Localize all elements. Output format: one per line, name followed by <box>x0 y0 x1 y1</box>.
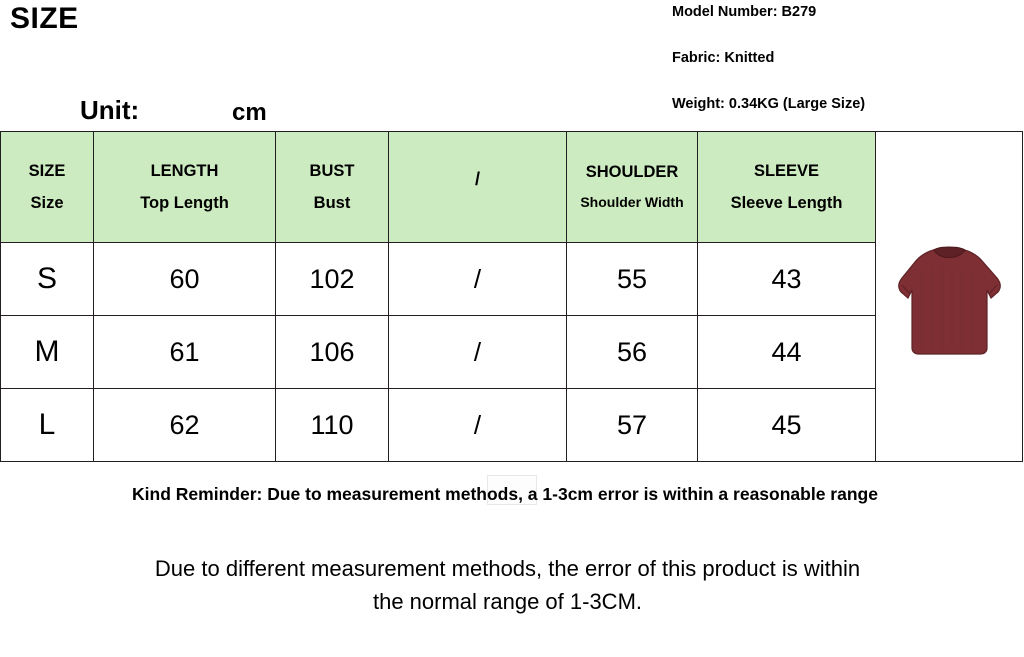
header-sub-bust: Bust <box>313 194 351 212</box>
unit-label: Unit: <box>80 95 140 125</box>
measurement-note-line-2: the normal range of 1-3CM. <box>372 589 643 614</box>
spec-model-number: Model Number: B279 <box>672 4 817 20</box>
header-sub-size: Size <box>30 194 64 212</box>
kind-reminder-text: Kind Reminder: Due to measurement methods, a 1-3cm error is within a reasonable range <box>132 484 878 504</box>
header-top-size: SIZE <box>28 161 66 180</box>
cell-size: M <box>1 316 94 389</box>
header-cell-slash <box>389 132 567 243</box>
cell-slash: / <box>389 316 567 389</box>
cell-length: 62 <box>94 389 276 462</box>
cell-slash: / <box>389 389 567 462</box>
cell-bust: 110 <box>276 389 389 462</box>
cell-sleeve: 45 <box>698 389 876 462</box>
cell-bust: 106 <box>276 316 389 389</box>
header-sub-shoulder: Shoulder Width <box>580 194 684 211</box>
table-row <box>1 316 1023 389</box>
garment-image-cell <box>876 389 1023 462</box>
cell-sleeve: 43 <box>698 243 876 316</box>
cell-shoulder: 56 <box>567 316 698 389</box>
header-cell-sleeve <box>698 132 876 243</box>
cell-size: S <box>1 243 94 316</box>
cell-length: 61 <box>94 316 276 389</box>
header-sub-sleeve: Sleeve Length <box>730 194 843 212</box>
header-top-sleeve: SLEEVE <box>753 161 820 180</box>
unit-value: cm <box>232 99 267 126</box>
cell-bust: 102 <box>276 243 389 316</box>
size-table-wrapper <box>0 131 1022 462</box>
measurement-note-line-1: Due to different measurement methods, the error of this product is within <box>154 556 861 581</box>
header-top-length: LENGTH <box>150 161 219 180</box>
spec-fabric: Fabric: Knitted <box>672 50 775 66</box>
product-spec-list <box>672 4 1012 142</box>
table-header-row <box>1 132 1023 243</box>
cell-length: 60 <box>94 243 276 316</box>
sweater-icon <box>877 240 1022 370</box>
size-table <box>0 131 1023 462</box>
spec-weight: Weight: 0.34KG (Large Size) <box>672 96 866 112</box>
header-cell-image-spacer <box>876 132 1023 243</box>
cell-size: L <box>1 389 94 462</box>
header-cell-length <box>94 132 276 243</box>
header-sub-length: Top Length <box>140 194 229 212</box>
measurement-note <box>0 552 1015 618</box>
header-top-shoulder: SHOULDER <box>585 163 679 182</box>
cell-sleeve: 44 <box>698 316 876 389</box>
page-title: SIZE <box>10 2 79 35</box>
header-top-bust: BUST <box>309 161 355 180</box>
table-row <box>1 389 1023 462</box>
header-cell-bust <box>276 132 389 243</box>
cell-slash: / <box>389 243 567 316</box>
table-row <box>1 243 1023 316</box>
cell-shoulder: 57 <box>567 389 698 462</box>
header-cell-size <box>1 132 94 243</box>
cell-shoulder: 55 <box>567 243 698 316</box>
header-cell-shoulder <box>567 132 698 243</box>
header-top-slash: / <box>474 169 480 190</box>
sweater-image <box>877 240 1022 370</box>
